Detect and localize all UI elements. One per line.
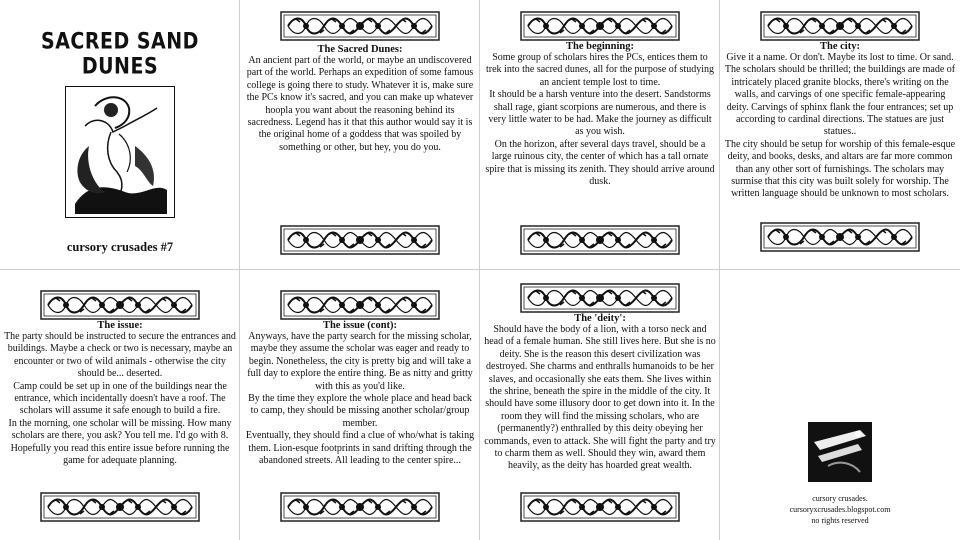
ornament-top bbox=[520, 11, 680, 41]
ornament-bottom bbox=[520, 492, 680, 522]
panel-paragraph: Some group of scholars hires the PCs, entices them to trek into the sacred dunes, all for the purpose of studying an ancient temple lost to time. bbox=[486, 52, 714, 88]
panel-beginning bbox=[480, 0, 720, 270]
panel-title: The city: bbox=[820, 41, 860, 52]
cover-subtitle: cursory crusades #7 bbox=[66, 240, 174, 254]
panel-paragraph: Should have the body of a lion, with a torso neck and head of a female human. She still lives here. But she is no deity. She is the reason this desert civilization was destroyed. She charms and enthralls humanoids to be her slaves, and occasionally she eats them. She lives within the shrine, beneath the spire in the middle of the city. It should have some illusory door to get down into it. In the room they will find the missing scholars, who are (permanently?) enthralled by this deity obeying her commands, even to attack. She will fight the party and try to charm them as well. Should they win, award them heavily, as the deity has hoarded great wealth. bbox=[484, 324, 716, 472]
ornament-top bbox=[760, 11, 920, 41]
panel-paragraph: Camp could be set up in one of the buildings near the entrance, which incidentally doesn't have a roof. The scholars will assume it safe enough to build a fire. bbox=[13, 380, 227, 417]
panel-title: The issue: bbox=[97, 320, 143, 331]
credits-logo-image bbox=[808, 422, 872, 482]
ornament-top bbox=[40, 290, 200, 320]
panel-title: The 'deity': bbox=[574, 313, 626, 324]
panel-body bbox=[244, 55, 476, 154]
panel-issue-cont bbox=[240, 270, 480, 540]
panel-body bbox=[4, 331, 236, 467]
panel-title: The issue (cont): bbox=[322, 320, 398, 331]
ornament-top bbox=[280, 290, 440, 320]
panel-paragraph: It should be a harsh venture into the desert. Sandstorms shall rage, giant scorpions are numerous, and there is very little water to be had. Make the journey as difficult as you wish. bbox=[488, 89, 712, 138]
cover-title: SACRED SAND DUNES bbox=[41, 28, 199, 80]
panel-body bbox=[484, 52, 716, 188]
panel-paragraph: Give it a name. Or don't. Maybe its lost to time. Or sand. The scholars should be thrilled; the buildings are made of intricately placed granite blocks, there's writing on the walls, and carvings of one specific female-appearing deity. Carvings of sphinx flank the four entrances; set up according to cardinal directions. The statues are just statues.. bbox=[724, 52, 956, 138]
panel-issue bbox=[0, 270, 240, 540]
credits bbox=[720, 493, 960, 526]
panel-title: The beginning: bbox=[566, 41, 634, 52]
panel-body bbox=[724, 52, 956, 201]
ornament-bottom bbox=[280, 492, 440, 522]
panel-paragraph: In the morning, one scholar will be missing. How many scholars are there, you ask? You tell me. I'd go with 8. Hopefully you read this entire issue before running the game for adequate planning. bbox=[8, 417, 232, 467]
panel-paragraph: Anyways, have the party search for the missing scholar, maybe they assume the scholar was eager and ready to begin. Nonetheless, the city is pretty big and will take a full day to explore the entire thing. Be as nitty and gritty with this as you'd like. bbox=[247, 331, 473, 392]
ornament-bottom bbox=[40, 492, 200, 522]
panel-deity bbox=[480, 270, 720, 540]
panel-paragraph: An ancient part of the world, or maybe an undiscovered part of the world. Perhaps an expedition of some famous college is going there to study. Whatever it is, make sure the PCs know it's sacred, and you can make up whatever hoopla you want about the reasoning behind its sacredness. Legend has it that this author would say it is the original home of a goddess that was spoiled by something or other, but hey, you do you. bbox=[246, 55, 474, 153]
credits-url: cursoryxcrusades.blogspot.com bbox=[789, 505, 891, 514]
ornament-bottom bbox=[520, 225, 680, 255]
panel-sacred-dunes bbox=[240, 0, 480, 270]
panel-paragraph: By the time they explore the whole place and head back to camp, they should be missing another scholar/group member. bbox=[248, 393, 472, 429]
credits-line: cursory crusades. bbox=[812, 494, 868, 503]
ornament-bottom bbox=[760, 222, 920, 252]
ornament-bottom bbox=[280, 225, 440, 255]
ornament-top bbox=[280, 11, 440, 41]
ornament-top bbox=[520, 283, 680, 313]
panel-paragraph: The party should be instructed to secure the entrances and buildings. Maybe a check or two is necessary, maybe an encounter or two of wild animals - otherwise the city should be... deserted. bbox=[4, 331, 236, 380]
cover-panel bbox=[0, 0, 240, 270]
panel-paragraph: The city should be setup for worship of this female-esque deity, and books, desks, and altars are far more common than any other sort of furnishings. The scholars may surmise that this city was built solely for worship. The written language should be unknown to most scholars. bbox=[724, 138, 956, 200]
panel-city bbox=[720, 0, 960, 270]
panel-body bbox=[244, 331, 476, 467]
goddess-illustration bbox=[65, 86, 175, 218]
panel-paragraph: Eventually, they should find a clue of who/what is taking them. Lion-esque footprints in sand drifting through the abandoned streets. All leading to the center spire... bbox=[245, 430, 475, 467]
panel-paragraph: On the horizon, after several days travel, should be a large ruinous city, the center of which has a tall ornate spire that is missing its zenith. They should arrive around dusk. bbox=[485, 138, 715, 188]
panel-credits bbox=[720, 270, 960, 540]
panel-body bbox=[484, 324, 716, 473]
credits-rights: no rights reserved bbox=[811, 516, 869, 525]
panel-title: The Sacred Dunes: bbox=[317, 44, 403, 55]
